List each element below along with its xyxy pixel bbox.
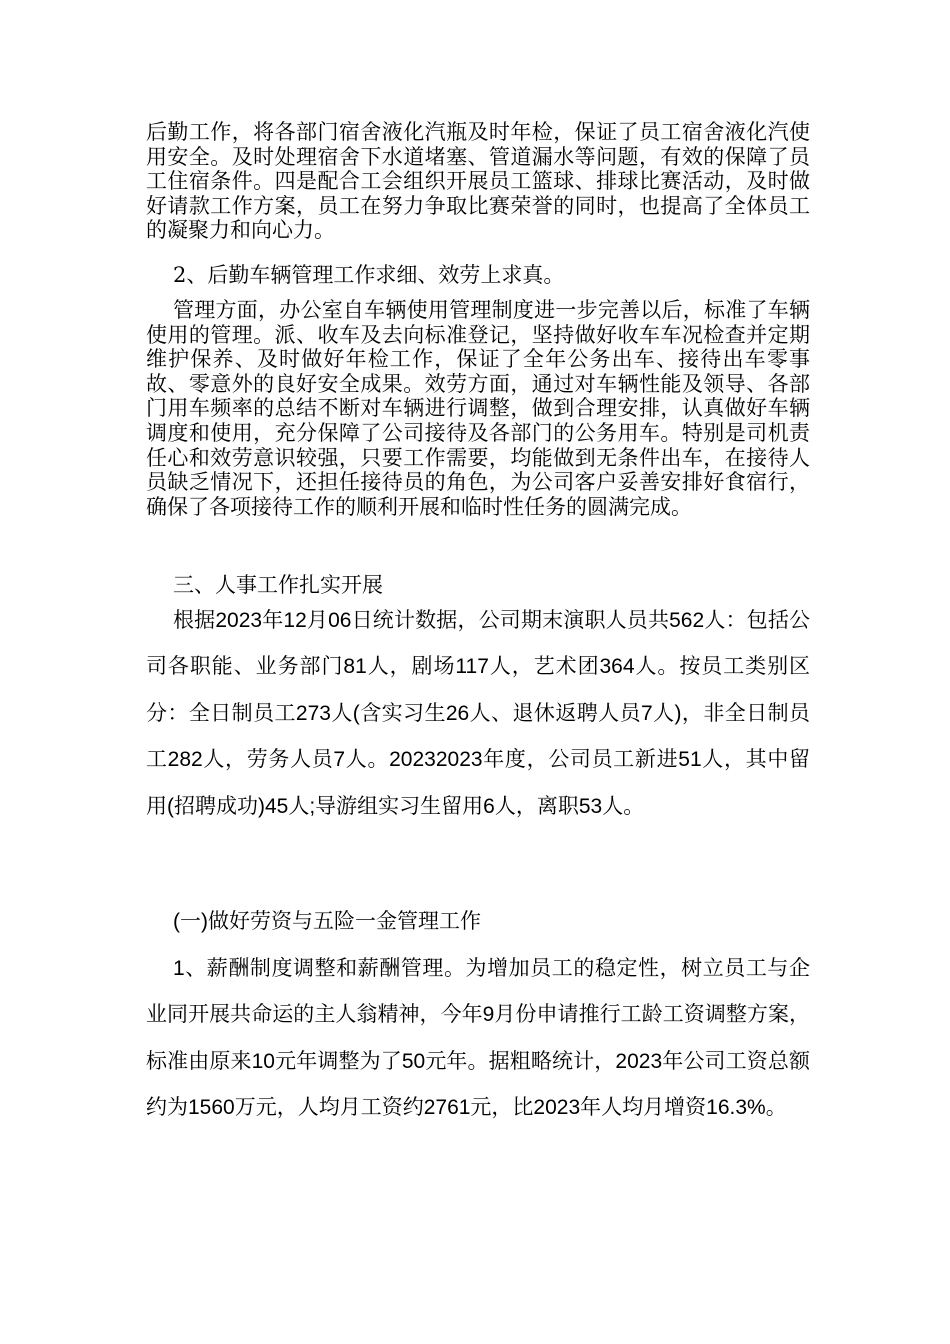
paragraph-vehicle-management: 管理方面，办公室自车辆使用管理制度进一步完善以后，标准了车辆使用的管理。派、收车及去向标准登记，坚持做好收车车况检查并定期维护保养、及时做好年检工作，保证了全年公务出车、接待出车零事故、零意外的良好安全成果。效劳方面，通过对车辆性能及领导、各部门用车频率的总结不断对车辆进行调整，做到合理安排，认真做好车辆调度和使用，充分保障了公司接待及各部门的公务用车。特别是司机责任心和效劳意识较强，只要工作需要，均能做到无条件出车，在接待人员缺乏情况下，还担任接待员的角色，为公司客户妥善安排好食宿行，确保了各项接待工作的顺利开展和临时性任务的圆满完成。 (146, 298, 810, 519)
paragraph-logistics-dormitory: 后勤工作，将各部门宿舍液化汽瓶及时年检，保证了员工宿舍液化汽使用安全。及时处理宿舍下水道堵塞、管道漏水等问题，有效的保障了员工住宿条件。四是配合工会组织开展员工篮球、排球比赛活动，及时做好请款工作方案，员工在努力争取比赛荣誉的同时，也提高了全体员工的凝聚力和向心力。 (146, 120, 810, 243)
paragraph-salary-management: 1、薪酬制度调整和薪酬管理。为增加员工的稳定性，树立员工与企业同开展共命运的主人翁精神，今年9月份申请推行工龄工资调整方案，标准由原来10元年调整为了50元年。据粗略统计，2023年公司工资总额约为1560万元，人均月工资约2761元，比2023年人均月增资16.3%。 (146, 957, 810, 1120)
subheading-payroll-insurance: (一)做好劳资与五险一金管理工作 (173, 910, 481, 933)
section-heading-personnel: 三、人事工作扎实开展 (173, 573, 383, 597)
paragraph-staff-statistics: 根据2023年12月06日统计数据，公司期末演职人员共562人：包括公司各职能、业务部门81人，剧场117人，艺术团364人。按员工类别区分：全日制员工273人(含实习生26人、退休返聘人员7人)，非全日制员工282人，劳务人员7人。20232023年度，公司员工新进51人，其中留用(招聘成功)45人;导游组实习生留用6人，离职53人。 (146, 609, 810, 818)
subheading-vehicle-management: 2、后勤车辆管理工作求细、效劳上求真。 (173, 263, 565, 287)
